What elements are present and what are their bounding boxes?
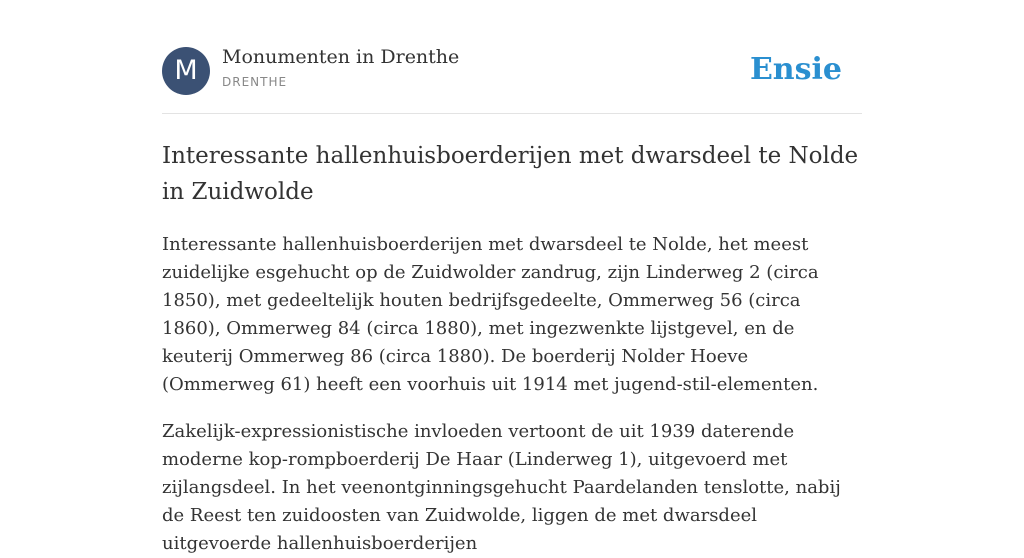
header: [162, 0, 862, 114]
article-paragraph: Interessante hallenhuisboerderijen met dwarsdeel te Nolde, het meest zuidelijke esgehucht op de Zuidwolder zandrug, zijn Linderweg 2 (circa 1850), met gedeeltelijk houten bedrijfsgedeelte, Ommerweg 56 (circa 1860), Ommerweg 84 (circa 1880), met ingezwenkte lijstgevel, en de keuterij Ommerweg 86 (circa 1880). De boerderij Nolder Hoeve (Ommerweg 61) heeft een voorhuis uit 1914 met jugend-stil-elementen.: [162, 234, 819, 395]
article-title: Interessante hallenhuisboerderijen met dwarsdeel te Nolde in Zuidwolde: [162, 143, 859, 205]
article-paragraph: Zakelijk-expressionistische invloeden vertoont de uit 1939 daterende moderne kop-rompboerderij De Haar (Linderweg 1), uitgevoerd met zijlangsdeel. In het veenontginningsgehucht Paardelanden tenslotte, nabij de Reest ten zuidoosten van Zuidwolde, liggen de met dwarsdeel uitgevoerde hallenhuisboerderijen: [162, 421, 841, 554]
page-container: [162, 0, 862, 554]
category-title[interactable]: Monumenten in Drenthe: [222, 46, 460, 68]
category-avatar[interactable]: M: [162, 47, 210, 95]
brand-logo[interactable]: Ensie: [749, 52, 842, 87]
category-subtitle[interactable]: DRENTHE: [222, 75, 288, 89]
